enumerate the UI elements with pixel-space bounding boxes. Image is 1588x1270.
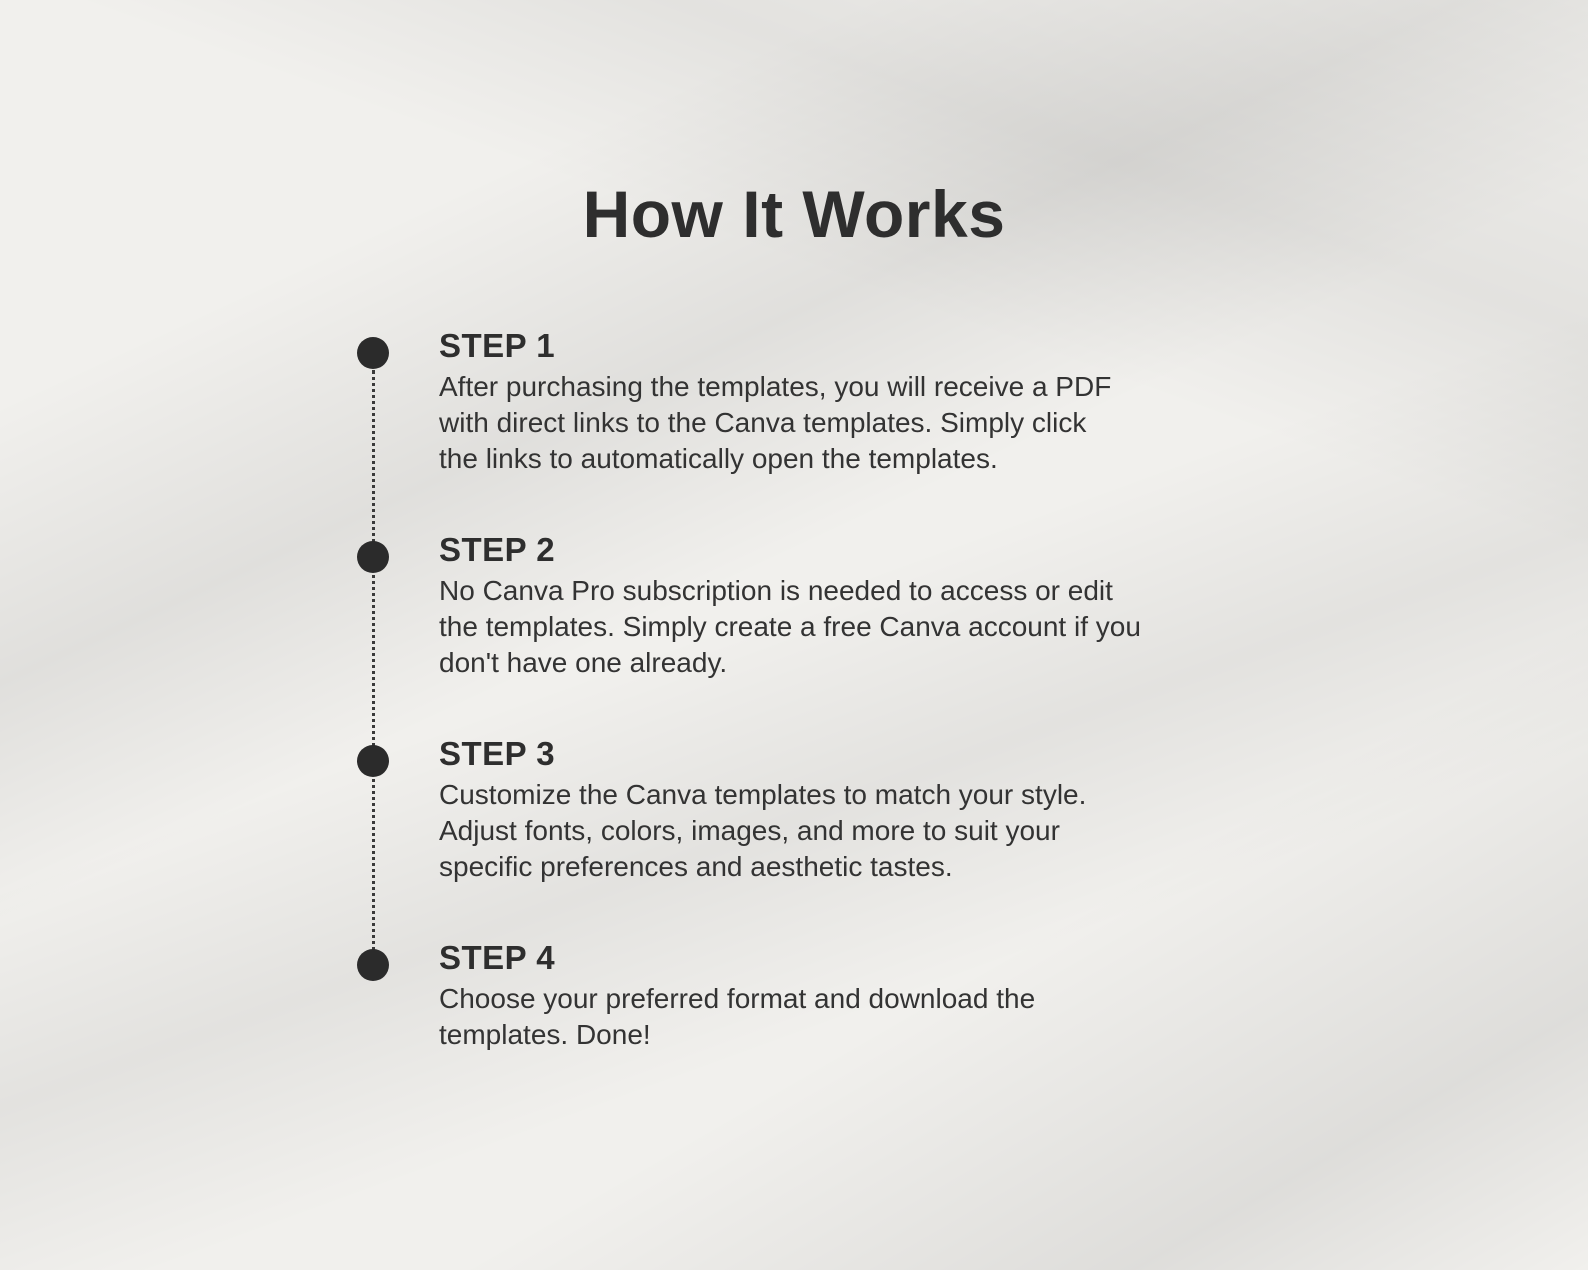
step-3 bbox=[439, 734, 1239, 885]
step-4-line: templates. Done! bbox=[439, 1019, 651, 1050]
step-1-marker bbox=[357, 337, 389, 369]
page-title: How It Works bbox=[582, 177, 1006, 251]
step-3-description bbox=[439, 777, 1239, 885]
step-1-label: STEP 1 bbox=[439, 327, 556, 364]
step-1 bbox=[439, 326, 1239, 477]
step-4-description bbox=[439, 981, 1239, 1053]
step-3-line: Adjust fonts, colors, images, and more to suit your bbox=[439, 815, 1060, 846]
step-1-description bbox=[439, 369, 1239, 477]
step-2-label: STEP 2 bbox=[439, 531, 556, 568]
step-3-line: specific preferences and aesthetic tastes. bbox=[439, 851, 953, 882]
timeline-line bbox=[372, 370, 375, 964]
step-1-line: After purchasing the templates, you will receive a PDF bbox=[439, 371, 1112, 402]
step-4-line: Choose your preferred format and download the bbox=[439, 983, 1036, 1014]
step-3-marker bbox=[357, 745, 389, 777]
step-2 bbox=[439, 530, 1239, 681]
step-3-line: Customize the Canva templates to match your style. bbox=[439, 779, 1087, 810]
step-2-line: No Canva Pro subscription is needed to access or edit bbox=[439, 575, 1113, 606]
step-3-label: STEP 3 bbox=[439, 735, 556, 772]
step-1-line: the links to automatically open the templates. bbox=[439, 443, 998, 474]
step-2-description bbox=[439, 573, 1239, 681]
step-4-marker bbox=[357, 949, 389, 981]
step-2-line: the templates. Simply create a free Canva account if you bbox=[439, 611, 1141, 642]
step-4 bbox=[439, 938, 1239, 1053]
step-2-marker bbox=[357, 541, 389, 573]
step-2-line: don't have one already. bbox=[439, 647, 728, 678]
step-1-line: with direct links to the Canva templates. Simply click bbox=[439, 407, 1087, 438]
step-4-label: STEP 4 bbox=[439, 939, 556, 976]
